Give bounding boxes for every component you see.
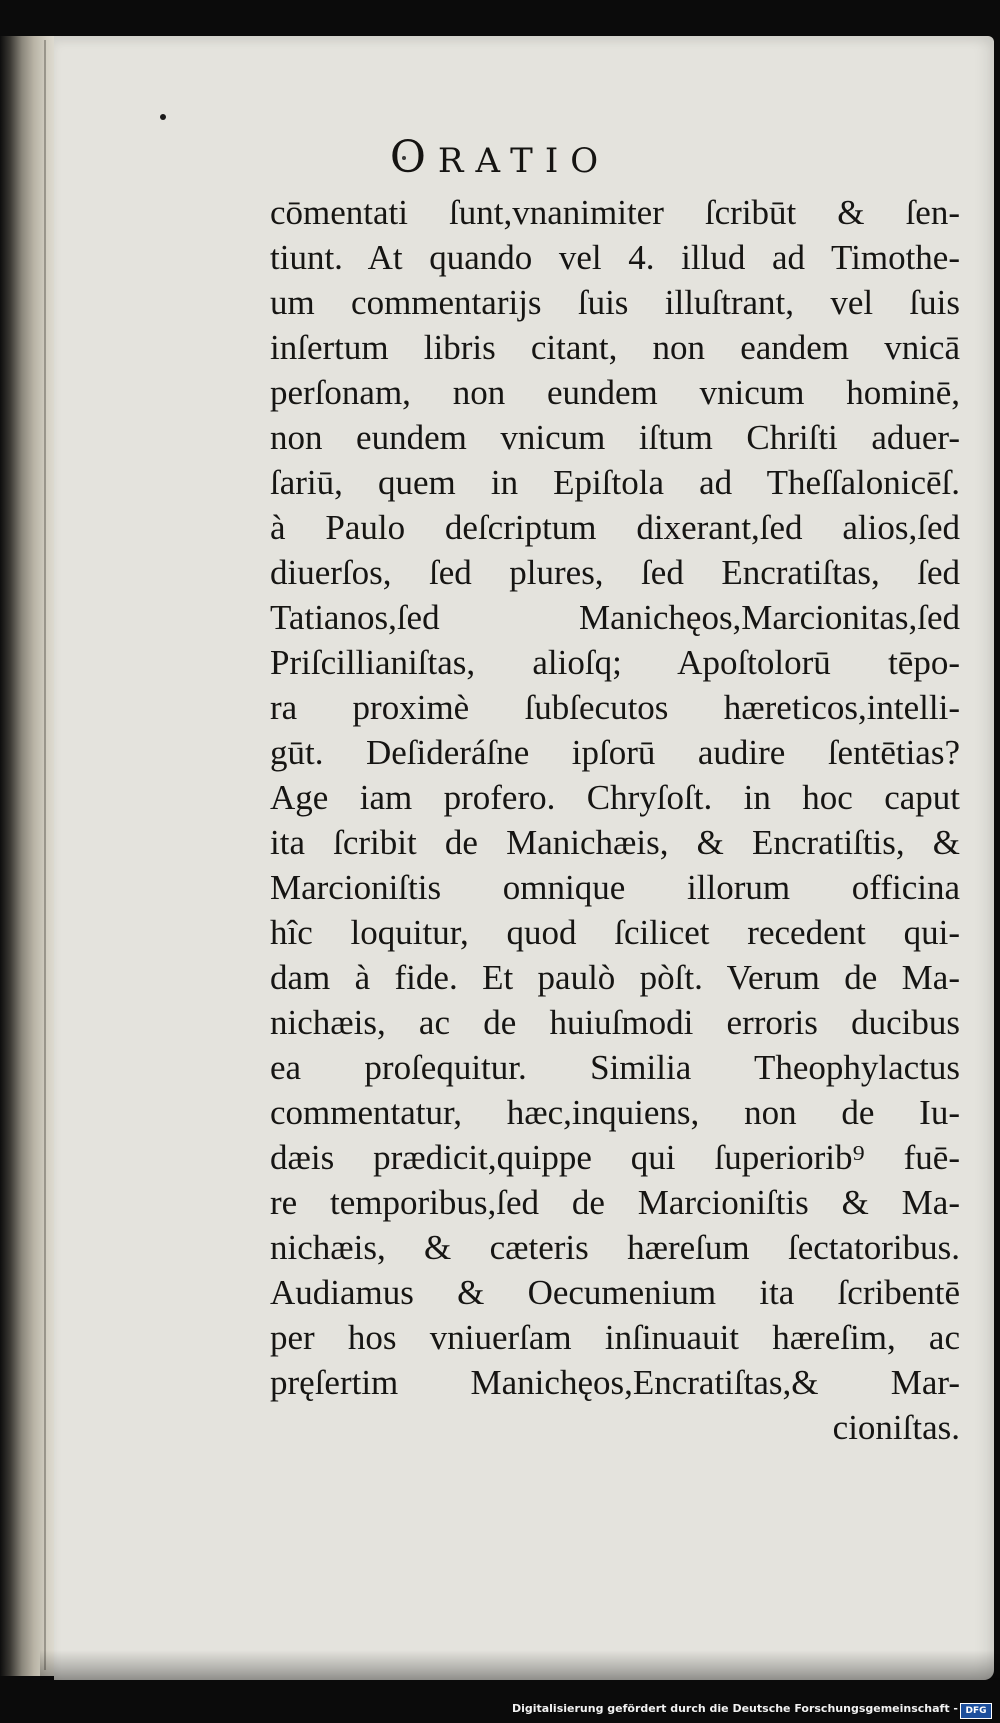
running-head: ORATIO <box>389 132 611 183</box>
text-line: Age iam profero. Chryſoſt. in hoc caput <box>270 778 960 817</box>
text-line: perſonam, non eundem vnicum hominē, <box>270 373 960 412</box>
text-line: Marcioniſtis omnique illorum officina <box>270 868 960 907</box>
text-line: Priſcillianiſtas, alioſq; Apoſtolorū tēpo- <box>270 643 960 682</box>
text-line: Audiamus & Oecumenium ita ſcribentē <box>270 1273 960 1312</box>
text-line: nichæis, ac de huiuſmodi erroris ducibus <box>270 1003 960 1042</box>
text-line: um commentarijs ſuis illuſtrant, vel ſuis <box>270 283 960 322</box>
text-line: nichæis, & cæteris hæreſum ſectatoribus. <box>270 1228 960 1267</box>
text-line: tiunt. At quando vel 4. illud ad Timothe- <box>270 238 960 277</box>
ink-speck <box>160 114 166 120</box>
text-line: dæis prædicit,quippe qui ſuperiorib⁹ fuē- <box>270 1138 960 1177</box>
text-line: diuerſos, ſed plures, ſed Encratiſtas, ſed <box>270 553 960 592</box>
text-line: per hos vniuerſam inſinuauit hæreſim, ac <box>270 1318 960 1357</box>
text-line: dam à fide. Et paulò pòſt. Verum de Ma- <box>270 958 960 997</box>
text-line: pręſertim Manichęos,Encratiſtas,& Mar- <box>270 1363 960 1402</box>
text-line: inſertum libris citant, non eandem vnicā <box>270 328 960 367</box>
text-line: commentatur, hæc,inquiens, non de Iu- <box>270 1093 960 1132</box>
text-line: Tatianos,ſed Manichęos,Marcionitas,ſed <box>270 598 960 637</box>
text-line: re temporibus,ſed de Marcioniſtis & Ma- <box>270 1183 960 1222</box>
digitization-credit: Digitalisierung gefördert durch die Deutsche Forschungsgemeinschaft - <box>511 1702 958 1715</box>
text-line: cioniſtas. <box>832 1408 960 1447</box>
text-line: à Paulo deſcriptum dixerant,ſed alios,ſed <box>270 508 960 547</box>
dfg-logo: DFG <box>960 1703 992 1719</box>
text-line: cōmentati ſunt,vnanimiter ſcribūt & ſen- <box>270 193 960 232</box>
text-line: hîc loquitur, quod ſcilicet recedent qui- <box>270 913 960 952</box>
text-line: ea proſequitur. Similia Theophylactus <box>270 1048 960 1087</box>
text-line: gūt. Deſideráſne ipſorū audire ſentētias? <box>270 733 960 772</box>
page-gutter <box>44 40 46 1670</box>
text-line: non eundem vnicum iſtum Chriſti aduer- <box>270 418 960 457</box>
page-bottom-shadow <box>40 1650 1000 1680</box>
page-edge-shadow <box>0 36 60 1676</box>
text-line: ra proximè ſubſecutos hæreticos,intelli- <box>270 688 960 727</box>
text-line: ſariū, quem in Epiſtola ad Theſſalonicēſ. <box>270 463 960 502</box>
body-text <box>270 190 960 1450</box>
text-line: ita ſcribit de Manichæis, & Encratiſtis, & <box>270 823 960 862</box>
